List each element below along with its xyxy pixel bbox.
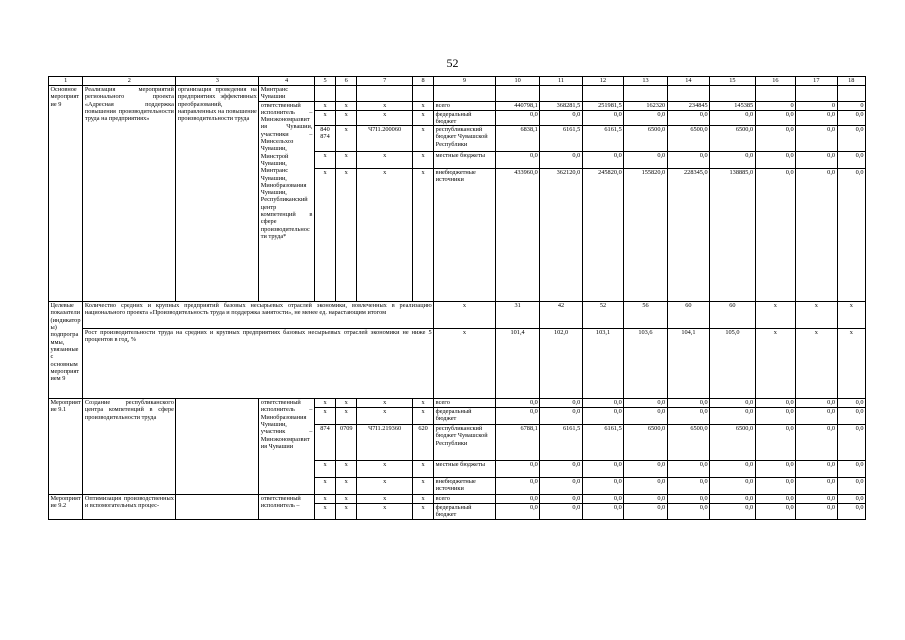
- funding-source-cell: федеральный бюджет: [434, 110, 496, 126]
- empty-cell: [667, 86, 709, 102]
- kbk-expense-group-cell: x: [412, 169, 433, 302]
- kbk-target-article-cell: x: [357, 101, 413, 110]
- kbk-target-article-cell: Ч7I1.200060: [357, 126, 413, 152]
- value-cell: 0,0: [582, 399, 623, 408]
- value-cell: 0,0: [796, 408, 837, 425]
- program-table: [48, 76, 866, 520]
- value-cell: 0,0: [755, 478, 795, 495]
- value-cell: 162320: [624, 101, 667, 110]
- empty-cell: [837, 86, 865, 102]
- kbk-grbs-cell: x: [314, 110, 335, 126]
- value-cell: 0,0: [710, 461, 756, 478]
- header-cell: 8: [412, 77, 433, 86]
- kbk-grbs-cell: x: [314, 495, 335, 504]
- kbk-section-cell: x: [336, 399, 357, 408]
- value-cell: 0,0: [755, 504, 795, 520]
- kbk-target-article-cell: x: [357, 110, 413, 126]
- value-cell: 0,0: [837, 478, 865, 495]
- indicator-value-cell: 60: [710, 302, 756, 329]
- funding-source-cell: федеральный бюджет: [434, 504, 496, 520]
- value-cell: 0,0: [667, 504, 709, 520]
- value-cell: 0,0: [796, 169, 837, 302]
- value-cell: 0,0: [796, 425, 837, 461]
- indicator-value-cell: 101,4: [495, 329, 539, 399]
- indicator-value-cell: 56: [624, 302, 667, 329]
- kbk-section-cell: x: [336, 101, 357, 110]
- indicator-value-cell: 104,1: [667, 329, 709, 399]
- kbk-section-cell: x: [336, 152, 357, 169]
- value-cell: 0,0: [837, 399, 865, 408]
- value-cell: 0,0: [710, 504, 756, 520]
- indicator-text-cell: Рост производительности труда на средних и крупных предприятиях базовых несырьевых отраслей экономики не ниже 5 процентов в год, %: [83, 329, 434, 399]
- value-cell: 0,0: [837, 504, 865, 520]
- value-cell: 0,0: [837, 152, 865, 169]
- kbk-grbs-cell: 874: [314, 425, 335, 461]
- value-cell: 0,0: [837, 110, 865, 126]
- responsible-cell: ответственный исполнитель –: [259, 495, 315, 520]
- kbk-expense-group-cell: x: [412, 110, 433, 126]
- value-cell: 0,0: [710, 478, 756, 495]
- value-cell: 0,0: [582, 495, 623, 504]
- value-cell: 0,0: [540, 461, 582, 478]
- indicator-value-cell: 102,0: [540, 329, 582, 399]
- value-cell: 0,0: [755, 169, 795, 302]
- value-cell: 0,0: [540, 399, 582, 408]
- value-cell: 0,0: [796, 461, 837, 478]
- value-cell: 0,0: [495, 152, 539, 169]
- value-cell: 6161,5: [582, 126, 623, 152]
- value-cell: 0,0: [582, 110, 623, 126]
- table-body: [49, 77, 866, 520]
- header-row: [49, 77, 866, 86]
- measure-9-row: [49, 86, 866, 102]
- value-cell: 0,0: [540, 504, 582, 520]
- kbk-grbs-cell: x: [314, 101, 335, 110]
- value-cell: 0,0: [667, 495, 709, 504]
- value-cell: 0,0: [624, 399, 667, 408]
- indicator-value-cell: x: [796, 329, 837, 399]
- measure-code-cell: Мероприятие 9.2: [49, 495, 83, 520]
- empty-cell: [540, 86, 582, 102]
- value-cell: 0,0: [495, 478, 539, 495]
- responsible-cell: ответственный исполнитель – Минобразования Чувашии, участник – Минэкономразвития Чувашии: [259, 399, 315, 495]
- value-cell: 0,0: [495, 399, 539, 408]
- value-cell: 6838,1: [495, 126, 539, 152]
- value-cell: 0,0: [710, 110, 756, 126]
- value-cell: 368281,5: [540, 101, 582, 110]
- value-cell: 0,0: [540, 478, 582, 495]
- kbk-target-article-cell: x: [357, 169, 413, 302]
- measure-purpose-cell: [176, 495, 259, 520]
- value-cell: 0,0: [796, 126, 837, 152]
- indicator-value-cell: 52: [582, 302, 623, 329]
- empty-cell: [624, 86, 667, 102]
- header-cell: 6: [336, 77, 357, 86]
- empty-cell: [314, 86, 335, 102]
- measure-purpose-cell: [176, 399, 259, 495]
- header-cell: 7: [357, 77, 413, 86]
- value-cell: 0,0: [667, 152, 709, 169]
- header-cell: 17: [796, 77, 837, 86]
- kbk-grbs-cell: x: [314, 408, 335, 425]
- value-cell: 0,0: [837, 169, 865, 302]
- kbk-section-cell: x: [336, 504, 357, 520]
- measure-code-cell: Основное мероприятие 9: [49, 86, 83, 302]
- measure-9-2-row: [49, 495, 866, 504]
- kbk-section-cell: x: [336, 126, 357, 152]
- value-cell: 0,0: [710, 408, 756, 425]
- value-cell: 145385: [710, 101, 756, 110]
- indicator-value-cell: 103,1: [582, 329, 623, 399]
- header-cell: 18: [837, 77, 865, 86]
- indicator-mark-cell: x: [434, 302, 496, 329]
- value-cell: 362120,0: [540, 169, 582, 302]
- responsible-top-cell: Минтранс Чувашии: [259, 86, 315, 102]
- value-cell: 0,0: [755, 399, 795, 408]
- measure-name-cell: Оптимизация производственных и вспомогательных процес-: [83, 495, 176, 520]
- measure-purpose-cell: организация проведения на предприятиях эффективных преобразований, направленных на повышение производительности труда: [176, 86, 259, 302]
- funding-source-cell: федеральный бюджет: [434, 408, 496, 425]
- kbk-expense-group-cell: x: [412, 126, 433, 152]
- kbk-grbs-cell: x: [314, 461, 335, 478]
- kbk-target-article-cell: x: [357, 399, 413, 408]
- header-cell: 11: [540, 77, 582, 86]
- funding-source-cell: внебюджетные источники: [434, 478, 496, 495]
- value-cell: 0,0: [624, 461, 667, 478]
- targets-label-cell: Целевые показатели (индикаторы) подпрограммы, увязанные с основным мероприятием 9: [49, 302, 83, 399]
- indicator-text-cell: Количество средних и крупных предприятий базовых несырьевых отраслей экономики, вовлеченных в реализацию национального проекта «Производительность труда и поддержка занятости», не менее ед. нарастающим итогом: [83, 302, 434, 329]
- value-cell: 0,0: [582, 152, 623, 169]
- indicator-value-cell: x: [755, 302, 795, 329]
- header-cell: 4: [259, 77, 315, 86]
- value-cell: 0,0: [624, 110, 667, 126]
- value-cell: 0,0: [710, 152, 756, 169]
- value-cell: 0,0: [540, 408, 582, 425]
- indicator-value-cell: x: [837, 329, 865, 399]
- kbk-section-cell: x: [336, 110, 357, 126]
- value-cell: 0,0: [755, 126, 795, 152]
- value-cell: 0,0: [755, 110, 795, 126]
- kbk-target-article-cell: x: [357, 495, 413, 504]
- empty-cell: [755, 86, 795, 102]
- value-cell: 0,0: [540, 152, 582, 169]
- value-cell: 0,0: [540, 495, 582, 504]
- value-cell: 0,0: [796, 495, 837, 504]
- value-cell: 0,0: [796, 504, 837, 520]
- empty-cell: [710, 86, 756, 102]
- value-cell: 0,0: [796, 152, 837, 169]
- value-cell: 0,0: [624, 504, 667, 520]
- kbk-expense-group-cell: x: [412, 461, 433, 478]
- header-cell: 10: [495, 77, 539, 86]
- value-cell: 0,0: [667, 399, 709, 408]
- value-cell: 0,0: [582, 408, 623, 425]
- kbk-target-article-cell: x: [357, 478, 413, 495]
- header-cell: 1: [49, 77, 83, 86]
- funding-source-cell: всего: [434, 399, 496, 408]
- kbk-section-cell: x: [336, 495, 357, 504]
- kbk-grbs-cell: x: [314, 504, 335, 520]
- value-cell: 138885,0: [710, 169, 756, 302]
- funding-source-cell: республиканский бюджет Чувашской Республики: [434, 126, 496, 152]
- value-cell: 6161,5: [540, 425, 582, 461]
- value-cell: 0,0: [837, 408, 865, 425]
- value-cell: 0,0: [710, 495, 756, 504]
- header-cell: 12: [582, 77, 623, 86]
- kbk-target-article-cell: Ч7I1.219360: [357, 425, 413, 461]
- value-cell: 0,0: [582, 504, 623, 520]
- funding-source-cell: всего: [434, 101, 496, 110]
- funding-source-cell: местные бюджеты: [434, 152, 496, 169]
- value-cell: 0,0: [495, 408, 539, 425]
- empty-cell: [336, 86, 357, 102]
- value-cell: 0,0: [582, 461, 623, 478]
- value-cell: 155820,0: [624, 169, 667, 302]
- value-cell: 0,0: [667, 478, 709, 495]
- header-cell: 16: [755, 77, 795, 86]
- value-cell: 6500,0: [667, 425, 709, 461]
- value-cell: 440798,1: [495, 101, 539, 110]
- value-cell: 6500,0: [710, 425, 756, 461]
- kbk-grbs-cell: x: [314, 399, 335, 408]
- kbk-section-cell: x: [336, 169, 357, 302]
- funding-source-cell: местные бюджеты: [434, 461, 496, 478]
- kbk-section-cell: 0709: [336, 425, 357, 461]
- kbk-grbs-cell: x: [314, 169, 335, 302]
- value-cell: 6500,0: [667, 126, 709, 152]
- value-cell: 0,0: [495, 110, 539, 126]
- value-cell: 0,0: [624, 152, 667, 169]
- indicator-value-cell: 31: [495, 302, 539, 329]
- empty-cell: [412, 86, 433, 102]
- value-cell: 0,0: [755, 408, 795, 425]
- value-cell: 6500,0: [624, 425, 667, 461]
- kbk-section-cell: x: [336, 478, 357, 495]
- value-cell: 0,0: [582, 478, 623, 495]
- kbk-section-cell: x: [336, 461, 357, 478]
- indicator-value-cell: 105,0: [710, 329, 756, 399]
- kbk-expense-group-cell: x: [412, 495, 433, 504]
- value-cell: 6500,0: [624, 126, 667, 152]
- value-cell: 0,0: [755, 495, 795, 504]
- funding-source-cell: всего: [434, 495, 496, 504]
- indicator-value-cell: x: [837, 302, 865, 329]
- value-cell: 0: [755, 101, 795, 110]
- value-cell: 0,0: [667, 408, 709, 425]
- value-cell: 0: [837, 101, 865, 110]
- value-cell: 0,0: [667, 461, 709, 478]
- value-cell: 228345,0: [667, 169, 709, 302]
- kbk-expense-group-cell: x: [412, 504, 433, 520]
- header-cell: 13: [624, 77, 667, 86]
- value-cell: 245820,0: [582, 169, 623, 302]
- kbk-section-cell: x: [336, 408, 357, 425]
- measure-name-cell: Создание республиканского центра компетенций в сфере производительности труда: [83, 399, 176, 495]
- value-cell: 0,0: [837, 126, 865, 152]
- kbk-expense-group-cell: 620: [412, 425, 433, 461]
- value-cell: 0,0: [837, 425, 865, 461]
- value-cell: 251981,5: [582, 101, 623, 110]
- value-cell: 0,0: [755, 461, 795, 478]
- indicator-mark-cell: x: [434, 329, 496, 399]
- kbk-expense-group-cell: x: [412, 399, 433, 408]
- indicator-value-cell: 103,6: [624, 329, 667, 399]
- kbk-target-article-cell: x: [357, 461, 413, 478]
- responsible-cell: ответственный исполнитель – Минэкономразвития Чувашии, участники – Минсельхоз Чувашии, Минстрой Чувашии, Минтранс Чувашии, Минобразования Чувашии, Республиканский центр компетенций в сфере производительности труда*: [259, 101, 315, 302]
- value-cell: 0,0: [796, 478, 837, 495]
- measure-9-1-row: [49, 399, 866, 408]
- value-cell: 0,0: [495, 504, 539, 520]
- value-cell: 0,0: [796, 110, 837, 126]
- header-cell: 2: [83, 77, 176, 86]
- header-cell: 3: [176, 77, 259, 86]
- value-cell: 0,0: [837, 461, 865, 478]
- kbk-grbs-cell: x: [314, 478, 335, 495]
- empty-cell: [796, 86, 837, 102]
- empty-cell: [434, 86, 496, 102]
- header-cell: 15: [710, 77, 756, 86]
- indicator-value-cell: 42: [540, 302, 582, 329]
- kbk-target-article-cell: x: [357, 504, 413, 520]
- kbk-target-article-cell: x: [357, 408, 413, 425]
- kbk-target-article-cell: x: [357, 152, 413, 169]
- header-cell: 14: [667, 77, 709, 86]
- measure-name-cell: Реализация мероприятий регионального проекта «Адресная поддержка повышения производительности труда на предприятиях»: [83, 86, 176, 302]
- indicator-value-cell: x: [796, 302, 837, 329]
- measure-code-cell: Мероприятие 9.1: [49, 399, 83, 495]
- value-cell: 6161,5: [582, 425, 623, 461]
- value-cell: 6500,0: [710, 126, 756, 152]
- target-indicator-row: [49, 302, 866, 329]
- kbk-expense-group-cell: x: [412, 478, 433, 495]
- value-cell: 234845: [667, 101, 709, 110]
- value-cell: 0,0: [755, 425, 795, 461]
- kbk-expense-group-cell: x: [412, 152, 433, 169]
- empty-cell: [357, 86, 413, 102]
- value-cell: 0,0: [796, 399, 837, 408]
- header-cell: 9: [434, 77, 496, 86]
- value-cell: 0,0: [624, 495, 667, 504]
- target-indicator-row: [49, 329, 866, 399]
- value-cell: 6788,1: [495, 425, 539, 461]
- kbk-grbs-cell: x: [314, 152, 335, 169]
- funding-source-cell: внебюджетные источники: [434, 169, 496, 302]
- value-cell: 0,0: [495, 461, 539, 478]
- value-cell: 6161,5: [540, 126, 582, 152]
- empty-cell: [495, 86, 539, 102]
- funding-source-cell: республиканский бюджет Чувашской Республики: [434, 425, 496, 461]
- kbk-expense-group-cell: x: [412, 101, 433, 110]
- value-cell: 0,0: [495, 495, 539, 504]
- indicator-value-cell: 60: [667, 302, 709, 329]
- value-cell: 0,0: [540, 110, 582, 126]
- value-cell: 0,0: [710, 399, 756, 408]
- value-cell: 0: [796, 101, 837, 110]
- value-cell: 0,0: [837, 495, 865, 504]
- empty-cell: [582, 86, 623, 102]
- page-number: 52: [446, 56, 459, 70]
- value-cell: 0,0: [624, 478, 667, 495]
- value-cell: 433960,0: [495, 169, 539, 302]
- value-cell: 0,0: [755, 152, 795, 169]
- indicator-value-cell: x: [755, 329, 795, 399]
- kbk-expense-group-cell: x: [412, 408, 433, 425]
- kbk-grbs-cell: 840 874: [314, 126, 335, 152]
- value-cell: 0,0: [624, 408, 667, 425]
- value-cell: 0,0: [667, 110, 709, 126]
- header-cell: 5: [314, 77, 335, 86]
